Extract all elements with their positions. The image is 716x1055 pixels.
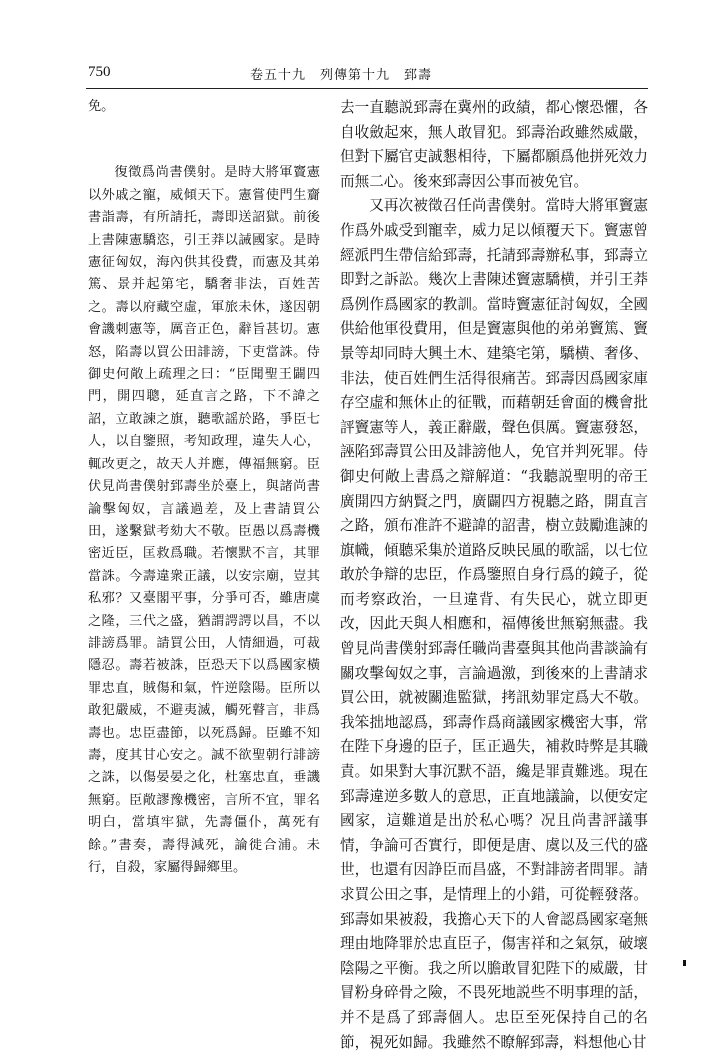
page-number: 750: [88, 64, 111, 80]
classical-text-column: [88, 96, 320, 879]
page-header: [0, 60, 716, 86]
translation-paragraph-1: 去一直聽説郅壽在冀州的政績，都心懷恐懼，各自收斂起來，無人敢冒犯。郅壽治政雖然威嚴，但對下屬官吏誠懇相待，下屬都願爲他拼死效力而無二心。後來郅壽因公事而被免官。: [340, 99, 648, 190]
translation-column: [340, 96, 648, 1055]
paragraph-gap: [88, 118, 320, 162]
classical-top-line: 免。: [88, 99, 115, 114]
classical-paragraph: 復徵爲尚書僕射。是時大將軍竇憲以外戚之寵，威傾天下。憲嘗使門生齎書詣壽，有所請托，壽即送詔獄。前後上書陳憲驕恣，引王莽以誡國家。是時憲征匈奴，海內供其役費，而憲及其弟篤、景并起第宅，驕奢非法，百姓苦之。壽以府藏空虛，軍旅未休，遂因朝會譏刺憲等，厲音正色，辭旨甚切。憲怒，陷壽以買公田誹謗，下吏當誅。侍御史何敞上疏理之曰：“臣聞聖王闢四門，開四聰，延直言之路，下不諱之詔，立敢諫之旗，聽歌謡於路，爭臣七人，以自鑒照，考知政理，違失人心，輒改更之，故天人并應，傳福無窮。臣伏見尚書僕射郅壽坐於臺上，與諸尚書論擊匈奴，言議過差，及上書請買公田，遂繫獄考劾大不敬。臣愚以爲壽機密近臣，匡救爲職。若懷默不言，其罪當誅。今壽違衆正議，以安宗廟，豈其私邪？又臺閣平事，分爭可否，雖唐虞之隆，三代之盛，猶謂諤諤以昌，不以誹謗爲罪。請買公田，人情細過，可裁隱忍。壽若被誅，臣恐天下以爲國家橫罪忠直，賊傷和氣，忤逆陰陽。臣所以敢犯嚴威，不避夷滅，觸死瞽言，非爲壽也。忠臣盡節，以死爲歸。臣雖不知壽，度其甘心安之。誠不欲聖朝行誹謗之誅，以傷晏晏之化，杜塞忠直，垂譏無窮。臣敞謬豫機密，言所不宜，罪名明白，當填牢獄，先壽僵仆，萬死有餘。”書奏，壽得減死，論徙合浦。未行，自殺，家屬得歸鄉里。: [88, 165, 320, 875]
translation-paragraph-2: 又再次被徵召任尚書僕射。當時大將軍竇憲作爲外戚受到寵幸，威力足以傾覆天下。竇憲曾經派門生帶信給郅壽，托請郅壽辦私事，郅壽立即對之訴訟。幾次上書陳述竇憲驕横，并引王莽爲例作爲國家的教訓。當時竇憲征討匈奴，全國供給他軍役費用，但是竇憲與他的弟弟竇篤、竇景等却同時大興土木、建築宅第，驕横、奢侈、非法，使百姓們生活得很痛苦。郅壽因爲國家庫存空虛和無休止的征戰，而藉朝廷會面的機會批評竇憲等人，義正辭嚴，聲色俱厲。竇憲發怒，誣陷郅壽買公田及誹謗他人，免官并判死罪。侍御史何敞上書爲之辯解道：“我聽説聖明的帝王廣開四方納賢之門，廣闢四方視聽之路，開直言之路，頒布准許不避諱的詔書，樹立鼓勵進諫的旗幟，傾聽采集於道路反映民風的歌謡，以七位敢於争辯的忠臣，作爲鑒照自身行爲的鏡子，從而考察政治，一旦違背、有失民心，就立即更改，因此天與人相應和，福傳後世無窮無盡。我曾見尚書僕射郅壽任職尚書臺與其他尚書談論有關攻擊匈奴之事，言論過激，到後來的上書請求買公田，就被關進監獄，拷訊劾罪定爲大不敬。我笨拙地認爲，郅壽作爲商議國家機密大事，常在陛下身邊的臣子，匡正過失，補救時弊是其職責。如果對大事沉默不語，纔是罪責難逃。現在郅壽違逆多數人的意思，正直地議論，以便安定國家，這難道是出於私心嗎？况且尚書評議事情，争論可否實行，即便是唐、虞以及三代的盛世，也還有因諍臣而昌盛，不對誹謗者問罪。請求買公田之事，是情理上的小錯，可從輕發落。郅壽如果被殺，我擔心天下的人會認爲國家毫無理由地降罪於忠直臣子，傷害祥和之氣氛，破壞陰陽之平衡。我之所以膽敢冒犯陛下的威嚴，甘冒粉身碎骨之險，不畏死地説些不明事理的話，并不是爲了郅壽個人。忠臣至死保持自己的名節，視死如歸。我雖然不瞭解郅壽，料想他心甘: [340, 197, 648, 1051]
header-rule: [86, 88, 648, 89]
running-head: 卷五十九 列傳第十九 郅壽: [250, 68, 433, 83]
margin-mark: [683, 960, 686, 966]
